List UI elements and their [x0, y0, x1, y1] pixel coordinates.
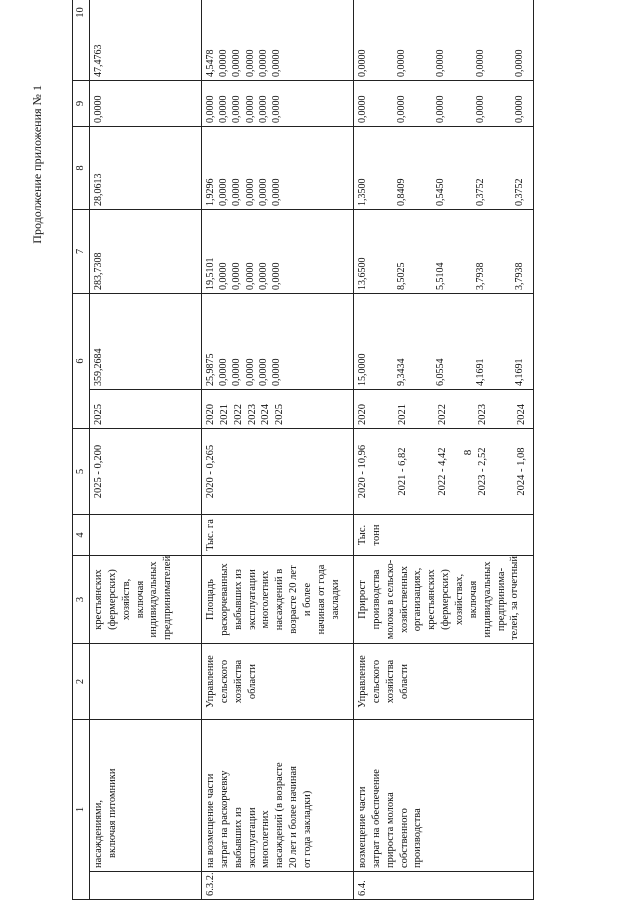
cell-federal: 19,5101 0,0000 0,0000 0,0000 0,0000 0,0000: [202, 210, 354, 294]
cell-total: 25,9875 0,0000 0,0000 0,0000 0,0000 0,0000: [202, 294, 354, 390]
cell-years: 2020 2021 2022 2023 2024: [354, 390, 534, 429]
cell-local: 0,0000 0,0000 0,0000 0,0000 0,0000: [354, 81, 534, 127]
cell-indicator: Прирост производства молока в сельско- хозяйственных организациях, крестьянских (фермерских) хозяйствах, включая индивидуальных предпринима- телей, за отчетный: [354, 556, 534, 644]
col-header-3: 3: [73, 556, 90, 644]
cell-federal: 283,7308: [90, 210, 202, 294]
cell-years: 2020 2021 2022 2023 2024 2025: [202, 390, 354, 429]
cell-description: на возмещение части затрат на раскорчевку выбывших из эксплуатации многолетних насаждений (в возрасте 20 лет и более начиная от года закладки): [202, 720, 354, 872]
cell-target: 2020 - 0,265: [202, 429, 354, 515]
cell-unit: Тыс. га: [202, 515, 354, 556]
cell-other: 4,5478 0,0000 0,0000 0,0000 0,0000 0,0000: [202, 0, 354, 81]
cell-regional: 1,3500 0,8409 0,5450 0,3752 0,3752: [354, 127, 534, 210]
program-table: [72, 0, 534, 900]
cell-other: 47,4763: [90, 0, 202, 81]
cell-executor: Управление сельского хозяйства области: [202, 644, 354, 720]
cell-description: насаждениями, включая питомники: [90, 720, 202, 872]
col-header-1: 1: [73, 720, 90, 900]
col-header-8: 8: [73, 127, 90, 210]
cell-target: 2020 - 10,96 2021 - 6,82 2022 - 4,42 2023 - 2,52 2024 - 1,08: [354, 429, 534, 515]
col-header-4: 4: [73, 515, 90, 556]
col-header-7: 7: [73, 210, 90, 294]
col-header-5: 5: [73, 429, 90, 515]
col-header-2: 2: [73, 644, 90, 720]
cell-indicator: крестьянских (фермерских) хозяйств, включая индивидуальных предпринимателей: [90, 556, 202, 644]
cell-total: 15,0000 9,3434 6,0554 4,1691 4,1691: [354, 294, 534, 390]
table-row-6-4: [354, 0, 534, 900]
cell-indicator: Площадь раскорчеванных выбывших из эксплуатации многолетних насаждений в возрасте 20 лет и более начиная от года закладки: [202, 556, 354, 644]
cell-executor: Управление сельского хозяйства области: [354, 644, 534, 720]
cell-description: возмещение части затрат на обеспечение прироста молока собственного производства: [354, 720, 534, 872]
cell-regional: 1,9296 0,0000 0,0000 0,0000 0,0000 0,0000: [202, 127, 354, 210]
cell-year: 2025: [90, 390, 202, 429]
cell-local: 0,0000 0,0000 0,0000 0,0000 0,0000 0,0000: [202, 81, 354, 127]
col-header-9: 9: [73, 81, 90, 127]
cell-regional: 28,0613: [90, 127, 202, 210]
row-number: 6.3.2.: [202, 872, 354, 900]
cell-unit: Тыс. тонн: [354, 515, 534, 556]
cell-other: 0,0000 0,0000 0,0000 0,0000 0,0000: [354, 0, 534, 81]
cell-total: 359,2684: [90, 294, 202, 390]
page-number: 8: [462, 449, 474, 456]
col-header-10: 10: [73, 0, 90, 81]
table-row-continuation: [90, 0, 202, 900]
cell-federal: 13,6500 8,5025 5,5104 3,7938 3,7938: [354, 210, 534, 294]
page-heading: Продолжение приложения № 1: [30, 85, 44, 244]
row-number: 6.4.: [354, 872, 534, 900]
cell-target: 2025 - 0,200: [90, 429, 202, 515]
column-header-row: [73, 0, 90, 900]
col-header-6: 6: [73, 294, 90, 429]
table-row-6-3-2: [202, 0, 354, 900]
cell-local: 0,0000: [90, 81, 202, 127]
